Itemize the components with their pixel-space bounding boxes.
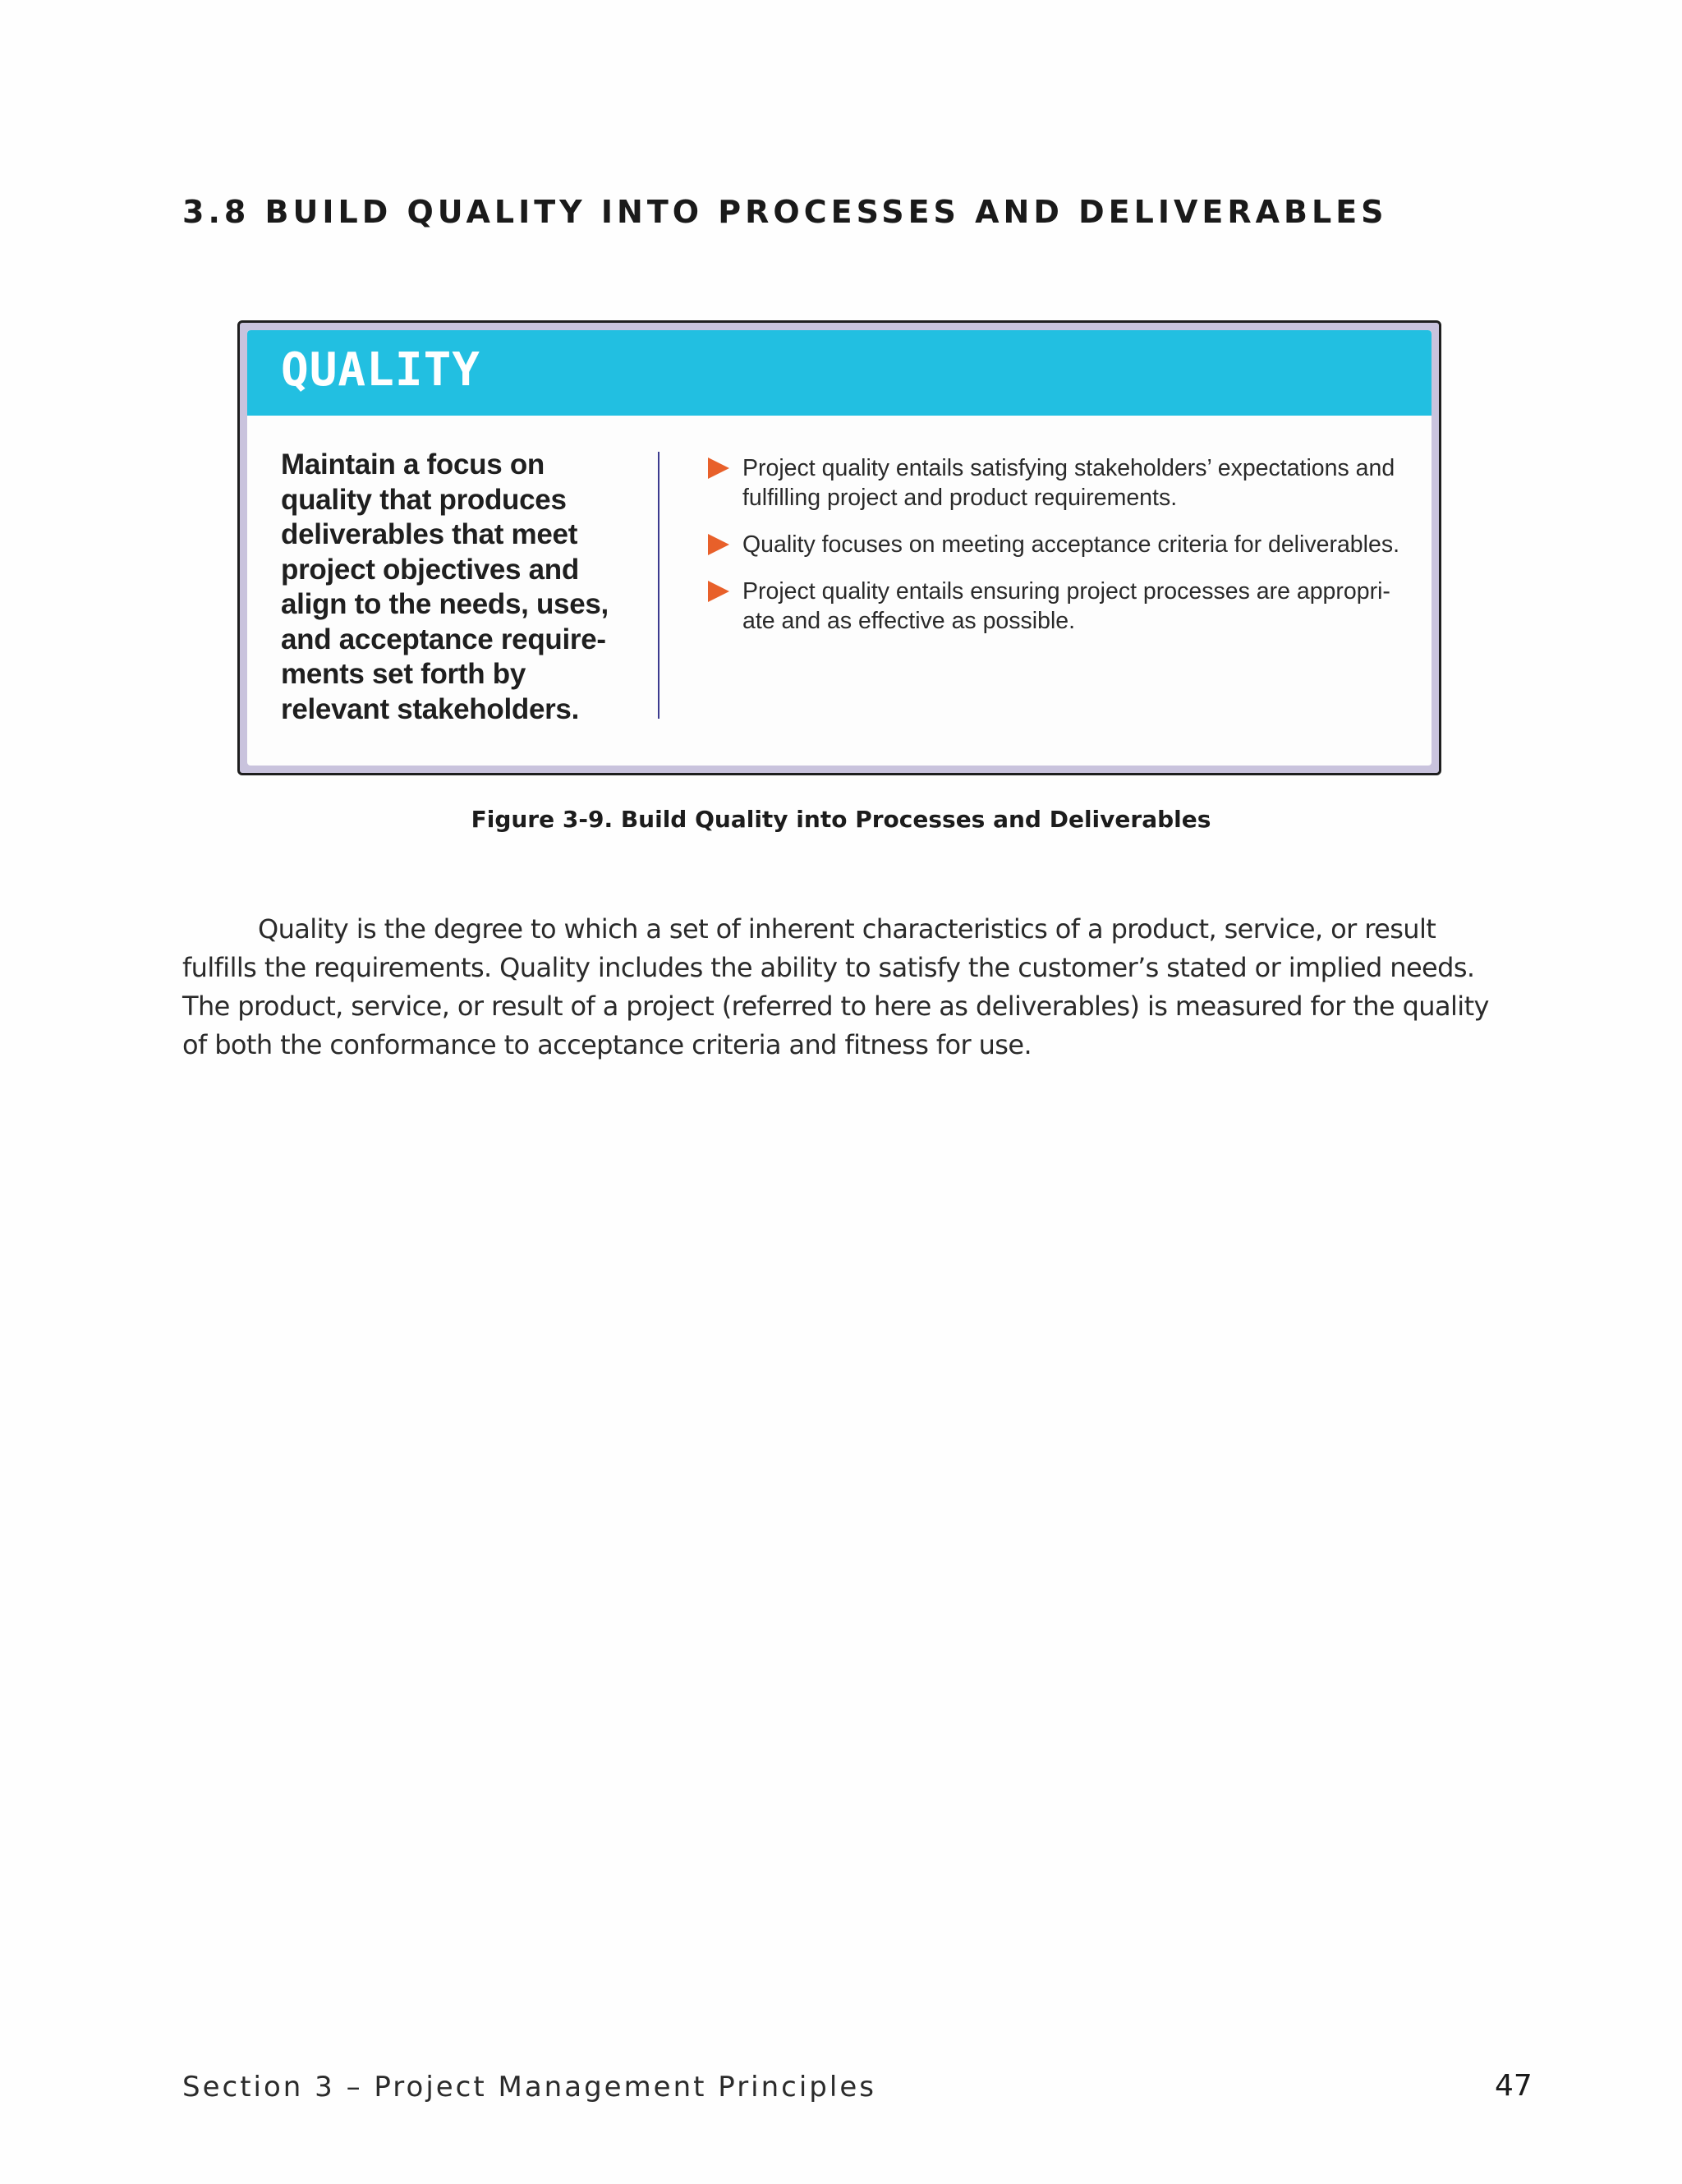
figure-bullet-list bbox=[707, 453, 1413, 653]
body-paragraph: Quality is the degree to which a set of inherent characteristics of a product, service, or result fulfills the requirements. Quality includes the ability to satisfy the customer’s stated or implied needs. The product, service, or result of a project (referred to here as deliverables) is measured for the quality of both the conformance to acceptance criteria and fitness for use. bbox=[182, 913, 1489, 1060]
figure-divider bbox=[658, 452, 659, 719]
triangle-right-icon bbox=[708, 581, 729, 602]
bullet-item bbox=[707, 577, 1413, 636]
quality-figure bbox=[237, 320, 1441, 775]
figure-lead-statement: Maintain a focus on quality that produces deliverables that meet project objectives and align to the needs, uses, and acceptance require-ments set forth by relevant stakeholders. bbox=[281, 448, 609, 725]
figure-caption: Figure 3-9. Build Quality into Processes and Deliverables bbox=[471, 806, 1211, 833]
bullet-text: Quality focuses on meeting acceptance criteria for deliverables. bbox=[742, 531, 1399, 558]
triangle-right-icon bbox=[708, 457, 729, 479]
figure-title: QUALITY bbox=[281, 343, 481, 397]
triangle-right-icon bbox=[708, 534, 729, 555]
figure-header-bar bbox=[247, 330, 1432, 416]
section-heading: 3.8 BUILD QUALITY INTO PROCESSES AND DELIVERABLES bbox=[182, 194, 1388, 230]
page-number: 47 bbox=[1495, 2069, 1533, 2103]
bullet-item bbox=[707, 453, 1413, 513]
bullet-text: Project quality entails ensuring project processes are appropri-ate and as effective as possible. bbox=[742, 578, 1390, 634]
bullet-text: Project quality entails satisfying stakeholders’ expectations and fulfilling project and product requirements. bbox=[742, 455, 1395, 511]
bullet-item bbox=[707, 530, 1413, 559]
figure-panel bbox=[247, 330, 1432, 766]
footer-section-title: Section 3 – Project Management Principles bbox=[182, 2071, 876, 2104]
